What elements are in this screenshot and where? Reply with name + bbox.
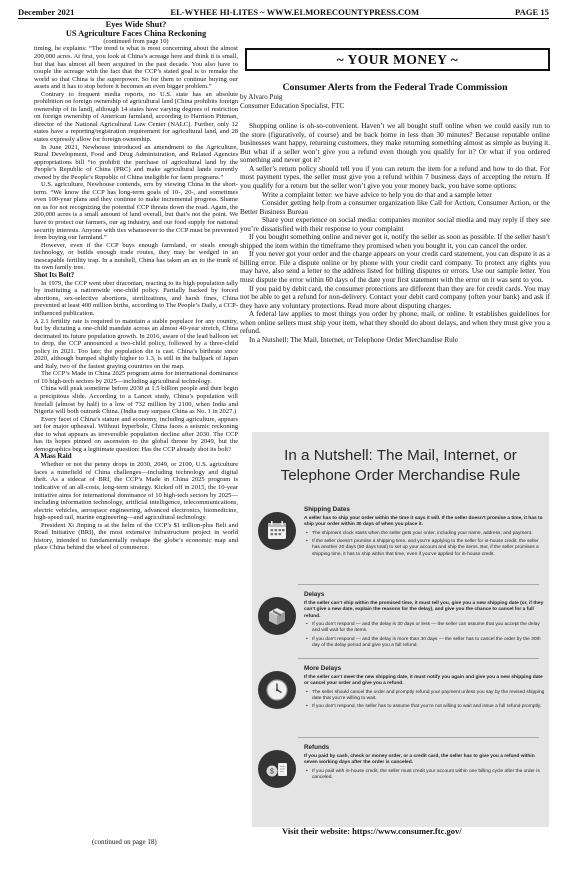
bullet-item: • If you don’t respond, the seller has to assume that you’re not willing to wait and issue a full refund promptly. <box>304 704 545 710</box>
section-heading: Refunds <box>304 744 330 751</box>
bullet-item: • The seller should cancel the order and promptly refund your payment unless you say by the revised shipping date that you’re willing to wait. <box>304 690 545 703</box>
bullet-item: • If the seller doesn’t promise a shipping time, and you’re applying to the seller for in-house credit, the seller has another 20 days (50 days total) to set up your account and ship the items. But, if the seller promises a shipping time, it has to ship within that time, even if you’ve applied for in-house credit. <box>304 539 545 558</box>
section-lead: If the seller can’t ship within the promised time, it must tell you, give you a new shipping date (or, if they can’t give a new date, explain the reasons for the delay), and give you the chance to cancel for a full refund. <box>304 601 544 619</box>
section-heading: Delays <box>304 591 325 598</box>
section-divider <box>298 584 539 585</box>
section-text <box>304 744 545 783</box>
bullet-item: • The shipment clock starts when the seller gets your order, including your name, address, and payment. <box>304 531 545 537</box>
subhead-shot-its-bolt: Shot Its Bolt? <box>34 271 75 279</box>
byline-author: by Alvaro Puig <box>240 93 283 101</box>
ftc-paragraph: If you paid by debit card, the consumer protections are different than they are for credit cards. You may not be able to get a refund for non-delivery. Contact your debit card company (often your bank) and ask if they have any voluntary protections. Read more about disputing charges. <box>240 284 550 310</box>
section-heading: Shipping Dates <box>304 506 350 513</box>
ftc-option: Write a complaint letter: we have advice to help you do that and a sample letter <box>262 190 492 199</box>
mail-order-rule-infographic <box>252 432 549 827</box>
masthead: EL-WYHEE HI-LITES ~ WWW.ELMORECOUNTYPRESS.COM <box>170 7 420 17</box>
section-lead: If the seller can’t meet the new shipping date, it must notify you again and give you a new shipping date or cancel your order and give you a refund. <box>304 675 543 687</box>
article-title-line1: Eyes Wide Shut? <box>105 20 167 29</box>
clock-icon <box>258 671 296 709</box>
ftc-paragraph: If you never got your order and the charge appears on your credit card statement, you can dispute it as a billing error. File a dispute online or by phone with your credit card company. To protect any rights you may have, also send a letter to the address listed for billing disputes or errors. Use our sample letter. You must dispute the error within 60 days of the date your first statement with the error on it was sent to you. <box>240 250 550 285</box>
delivery-box-icon <box>258 597 296 635</box>
article-paragraph: A 2.1 fertility rate is required to maintain a stable populace for any country, but by dictating a one-child mandate across an almost 40-year stretch, China decimated its future population growth. In 2016, aware of the lead balloon set to drop, the CCP announced a two-child policy, followed by a three-child policy in 2021. Too late; the population die is cast. China’s birthrate since 2020, although bumped slightly higher to 1.3, is still in the ballpark of Japan and Italy, two of the fastest graying countries on the map. <box>34 317 238 370</box>
bullet-item: • If you don’t respond — and the delay is more than 30 days — the seller has to cancel the order by the 30th day of the delay period and give you a full refund. <box>304 637 545 650</box>
ftc-article-title: Consumer Alerts from the Federal Trade Commission <box>282 82 508 93</box>
ftc-option: Consider getting help from a consumer organization like Call for Action, Consumer Action, or the Better Business Bureau <box>240 199 550 216</box>
left-article <box>34 20 238 840</box>
article-paragraph: U.S. agriculture, Newhouse contends, errs by viewing China in the short-term. “We know the CCP has long-term goals of 10-, 20-, and sometimes even 100-year plans and they continue to make incremental progress. Shame on us for not recognizing the potential CCP threats down the road. Again, the 200,000 acres is a small amount of land overall, but that’s not the point. We have to protect our farmers, our ag industry, and our food supply for national security interests. Anyone with ties whatsoever to the CCP must be prevented from buying our farmland.” <box>34 181 238 242</box>
article-paragraph: However, even if the CCP buys enough farmland, or steals enough technology, or builds enough trade routes, they may be wedged in an inescapable fertility trap. In a nutshell, China has taken an ax to the trunk of its own family tree. <box>34 241 238 272</box>
page-number: PAGE 15 <box>515 7 549 17</box>
article-paragraph: Contrary to frequent media reports, no U.S. state has an absolute prohibition on foreign ownership of agricultural land (China prohibits foreign ownership of its land), although 14 states have varying degrees of restriction on foreign ownership of American farmland, according to Harrison Pittman, director of the National Agricultural Law Center (NALC). Further, only 12 states have a reporting/registration requirement for agricultural land, and 28 states expressly allow for foreign ownership. <box>34 90 238 143</box>
bullet-item: • If you don’t respond — and the delay is 30 days or less — the seller can assume that you accept the delay and will wait for the items. <box>304 622 545 635</box>
article-paragraph: China will peak sometime before 2030 at 1.5 billion people and then begin a precipitous slide. According to a Lancet study, China’s population will freefall (almost by half) to a low of 732 million by 2100, when India and Nigeria will both outrank China. (India may surpass China as No. 1 in 2027.) <box>34 385 238 416</box>
article-paragraph: timing, he explains: “The trend is what is most concerning about the almost 200,000 acres. At first, you look at China’s acreage here and think it is small, but that has almost all been acquired in the past decade. You also have to couple the acreage with the fact that the CCP’s stated goal is to remake the world so that China is the superpower. So for them to continue buying our assets and it has to stop before it becomes an even bigger problem.” <box>34 45 238 91</box>
section-text <box>304 665 545 713</box>
header-rule <box>18 18 549 19</box>
issue-date: December 2021 <box>18 7 75 17</box>
right-column <box>240 20 550 344</box>
bullet-item: • If you paid with in-house credit, the seller must credit your account within one billing cycle after the order is canceled. <box>304 769 545 782</box>
article-paragraph: Every facet of China’s stature and economy, including agriculture, appears set for major upheaval. Without hyperbole, China faces a seismic reckoning due to what appears as irreversible population decline after 2030. The CCP has its hopes pinned on ascension to the global throne by 2049, but the demographics beg a legitimate question: Has the CCP already shot its bolt? <box>34 415 238 453</box>
bullet-list <box>304 769 545 782</box>
refund-money-icon <box>258 750 296 788</box>
section-divider <box>298 658 539 659</box>
continued-on: (continued on page 18) <box>92 838 157 846</box>
section-text <box>304 591 545 651</box>
bullet-list <box>304 531 545 558</box>
page-header <box>18 4 549 17</box>
section-lead: If you paid by cash, check or money order, or a credit card, the seller has to give you a refund within seven working days after the order is canceled. <box>304 754 535 766</box>
infographic-title-line1: In a Nutshell: The Mail, Internet, or <box>284 447 517 464</box>
article-title-line2: US Agriculture Faces China Reckoning <box>65 29 207 38</box>
section-banner: ~ YOUR MONEY ~ <box>245 48 550 71</box>
infographic-title <box>252 446 549 486</box>
subhead-a-mass-raid: A Mass Raid <box>34 453 72 461</box>
ftc-paragraph: If you bought something online and never got it, notify the seller as soon as possible. If the seller hasn’t shipped the item within the timeframe they promised when you bought it, you can cancel the order. <box>240 233 550 250</box>
byline-role: Consumer Education Specialist, FTC <box>240 101 345 110</box>
section-divider <box>298 737 539 738</box>
ftc-paragraph: A seller’s return policy should tell you if you can return the item for a refund and how to do that. For most payment types, the seller must give you a refund within 7 business days of accepting the return. If you qualify for a return but the seller won’t give you your money back, you have some options: <box>240 164 550 191</box>
calendar-icon <box>258 512 296 550</box>
section-heading: More Delays <box>304 665 342 672</box>
article-paragraph: President Xi Jinping is at the helm of the CCP’s $1 trillion-plus Belt and Road Initiative (BRI), the most extensive infrastructure project in world history, intended to fundamentally reshape the globe’s economic map and place China behind the wheel of commerce. <box>34 521 238 552</box>
bullet-list <box>304 622 545 649</box>
section-lead: A seller has to ship your order within the time it says it will. If the seller doesn’t promise a time, it has to ship your order within 30 days of when you place it. <box>304 516 543 528</box>
article-paragraph: The CCP’s Made in China 2025 program aims for international dominance of 10 high-tech sectors by 2025—including agricultural technology. <box>34 370 238 385</box>
article-paragraph: In June 2021, Newhouse introduced an amendment to the Agriculture, Rural Development, Food and Drug Administration, and Related Agencies appropriations bill “to prohibit the purchase of agricultural land by the People’s Republic of China (PRC) and make agricultural lands currently owned by the People’s Republic of China ineligible for farm programs.” <box>34 143 238 181</box>
ftc-article-body <box>240 122 550 344</box>
bullet-list <box>304 690 545 711</box>
continued-from: (continued from page 10) <box>103 38 169 45</box>
ftc-paragraph: A federal law applies to most things you order by phone, mail, or online. It establishes guidelines for when online sellers must ship your item, what they should do about delays, and when they must give you a refund. <box>240 310 550 336</box>
ftc-option: Share your experience on social media: companies monitor social media and may reply if they see you’re dissatisfied with their response to your complaint <box>240 216 550 233</box>
infographic-title-line2: Telephone Order Merchandise Rule <box>280 467 521 484</box>
ftc-paragraph: In a Nutshell: The Mail, Internet, or Telephone Order Merchandise Rule <box>249 335 459 344</box>
section-text <box>304 506 545 560</box>
svg-text:$: $ <box>270 768 274 776</box>
ftc-paragraph: Shopping online is oh-so-convenient. Haven’t we all bought stuff online when we could easily run to the store (figuratively, of course) and be back home in less than 30 minutes? Because reputable online businesses want happy, returning customers, they make returning something almost as simple as buying it. But what if a seller won’t give you a refund even though you qualify for it? Or what if you ordered something and never got it? <box>240 122 550 165</box>
visit-website: Visit their website: https://www.consumer.ftc.gov/ <box>282 826 462 836</box>
article-paragraph: Whether or not the penny drops in 2030, 2049, or 2100, U.S. agriculture faces a minefield of China challenges—including technology and digital theft. As a sidecar of BRI, the CCP’s Made in China 2025 program is indicative of an all-costs, long-term strategy. Kicked off in 2015, the 10-year initiative aims for international dominance of 10 high-tech sectors by 2025—including information technology, artificial intelligence, telecommunications, electric vehicles, aerospace engineering, advanced electronics, biomedicine, high-speed rail, marine engineering—and agricultural technology. <box>34 461 238 522</box>
article-paragraph: In 1979, the CCP went uber draconian, reacting to its high population tally by instituting a nationwide one-child policy. Partially backed by forced abortions, sex-selective abortions, sterilizations, and harsh fines, China prevented at least 400 million births, according to The People’s Daily, a CCP-influenced publication. <box>34 279 238 317</box>
